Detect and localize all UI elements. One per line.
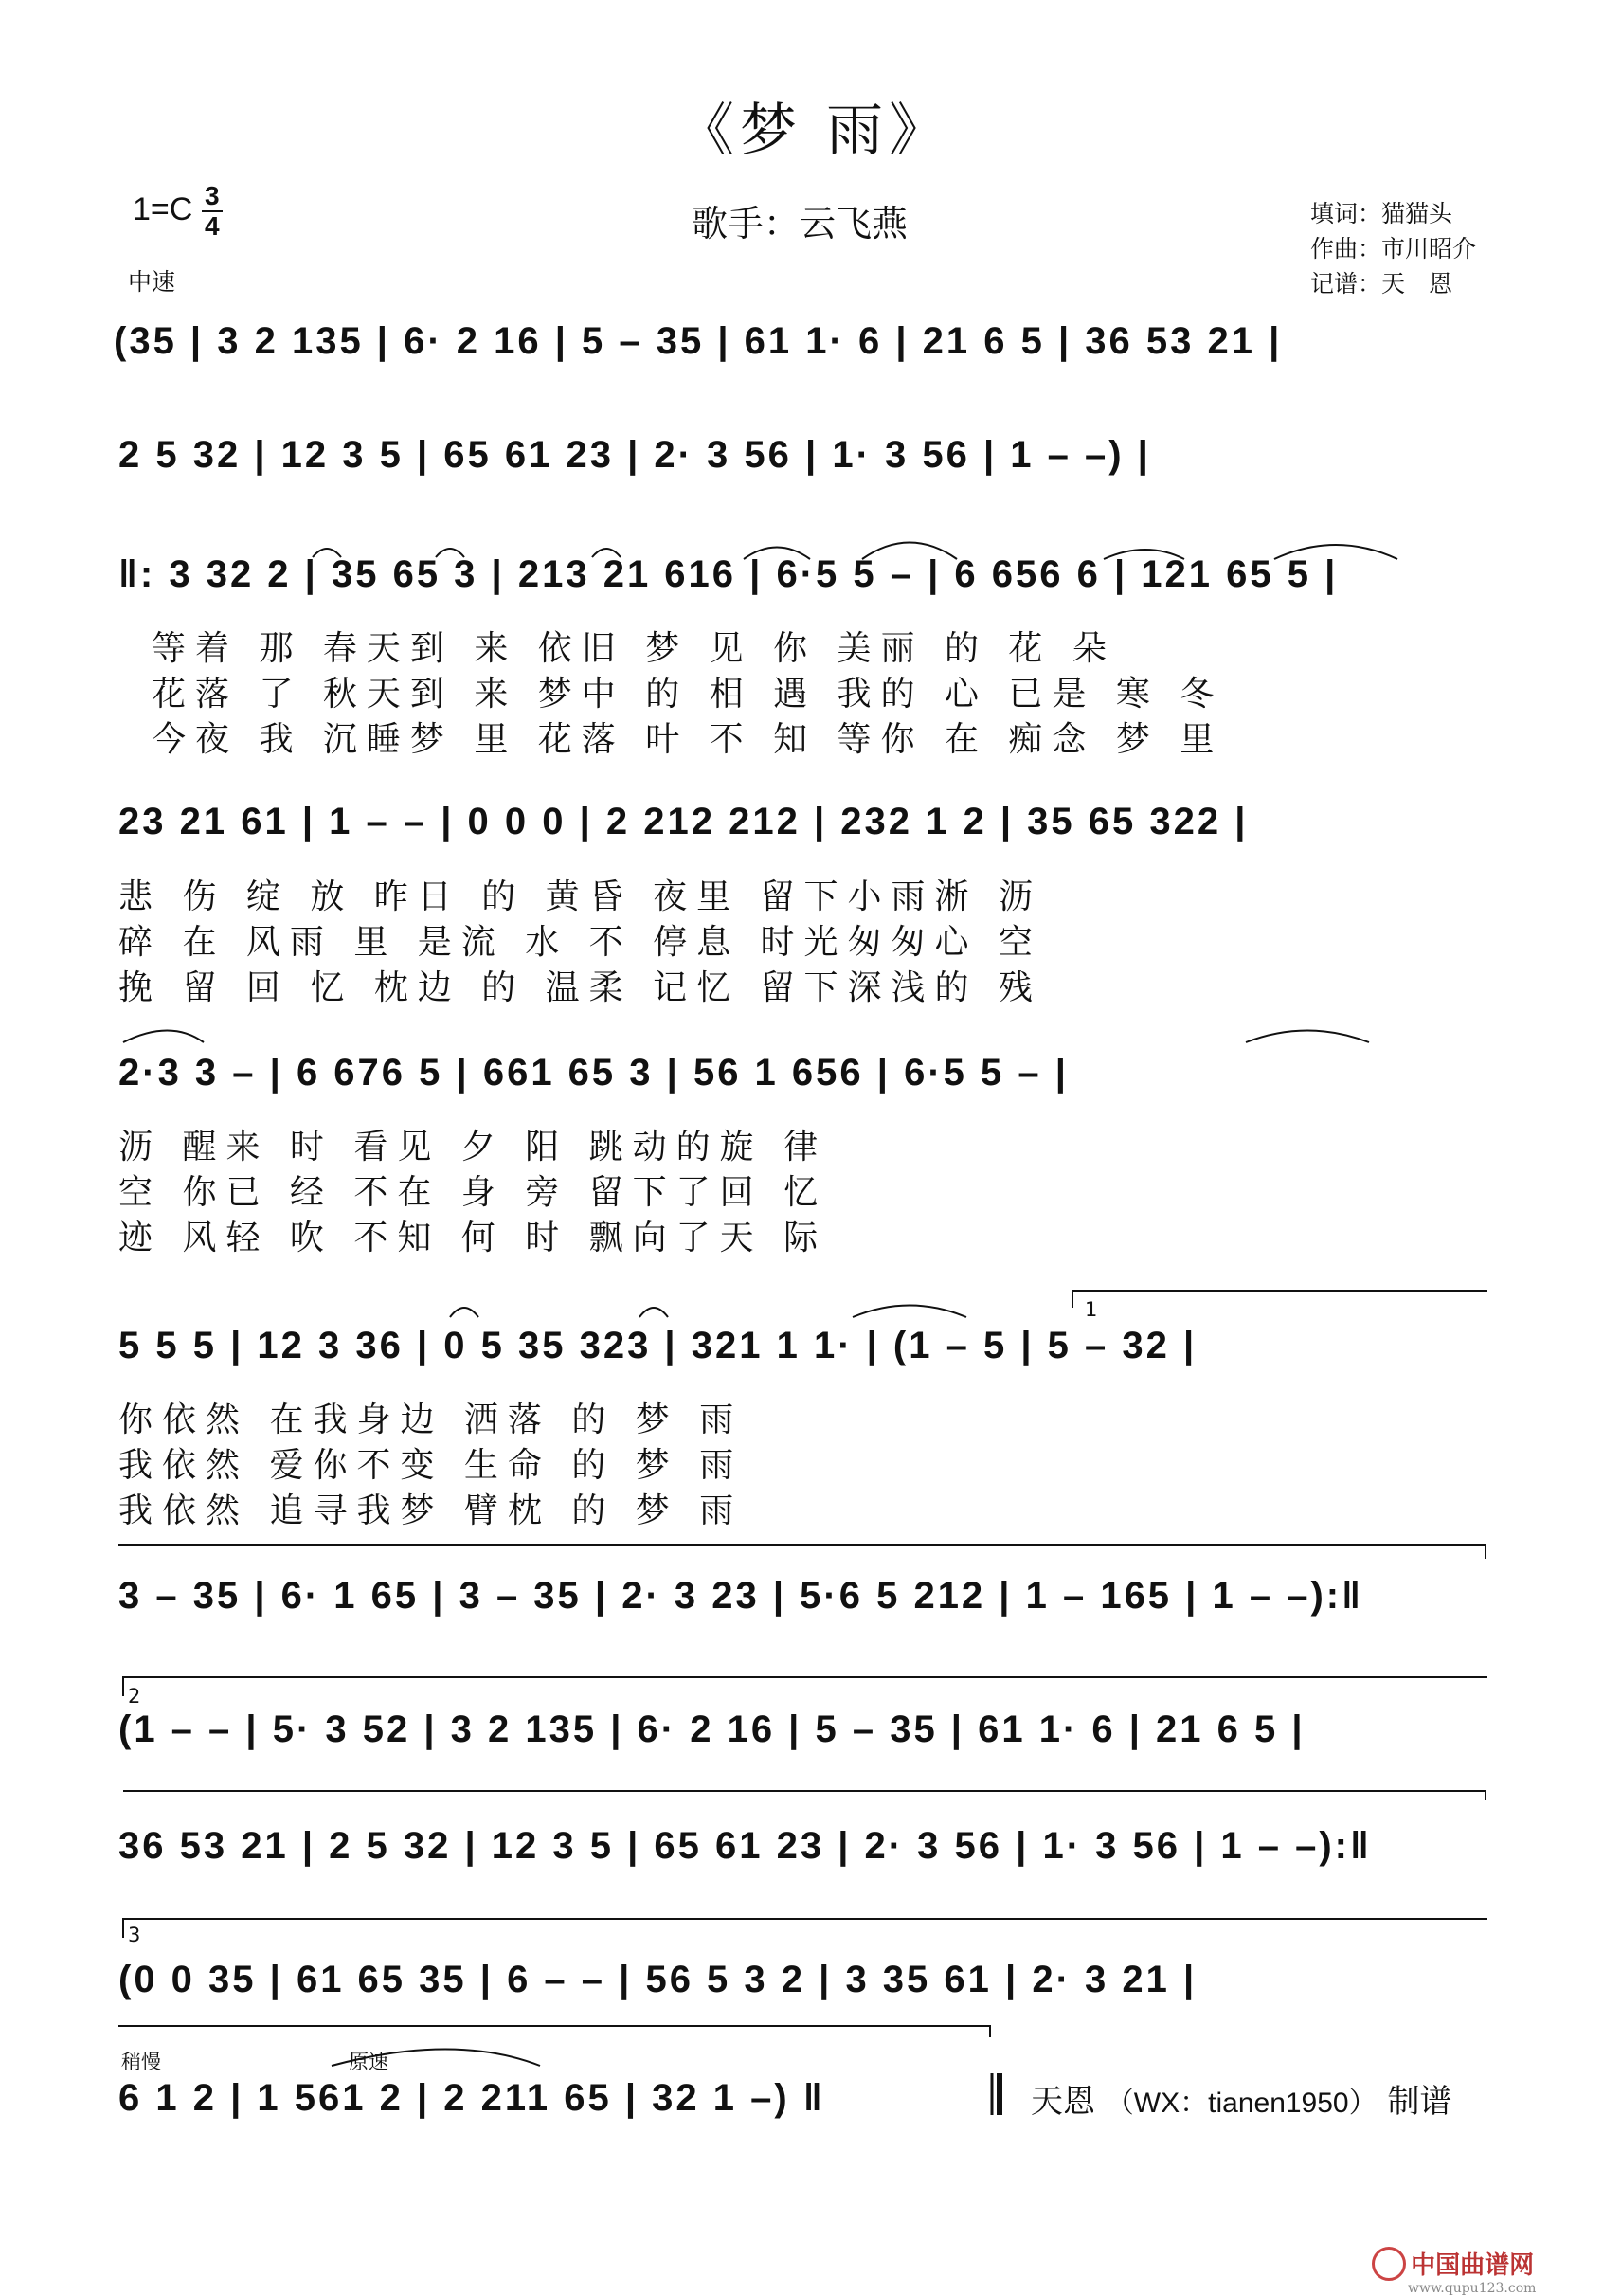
volta-3-bracket <box>123 1919 1487 1938</box>
singer-credit: 歌手：云飞燕 <box>692 203 909 244</box>
slur <box>862 543 957 560</box>
notation-row: (0 0 35 | 61 65 35 | 6 – – | 56 5 3 2 | 3 35 61 | 2· 3 21 | <box>118 1959 1198 2000</box>
volta-2-bracket <box>123 1677 1487 1696</box>
lyric-line: 我依然 爱你不变 生命 的 梦 雨 <box>118 1446 744 1485</box>
credit-wx: （WX：tianen1950） <box>1105 2088 1378 2119</box>
meter-bottom: 4 <box>204 211 220 241</box>
transcriber-credit: 记谱：天 恩 <box>1310 270 1453 298</box>
slur <box>313 549 341 557</box>
lyric-line: 空 你已 经 不在 身 旁 留下了回 忆 <box>118 1173 828 1212</box>
tempo-resume-mark: 原速 <box>349 2051 388 2073</box>
notation-row: 6 1 2 | 1 561 2 | 2 211 65 | 32 1 –) ‖ <box>118 2077 825 2119</box>
slur <box>123 1031 204 1043</box>
lyric-line: 挽 留 回 忆 枕边 的 温柔 记忆 留下深浅的 残 <box>118 968 1042 1007</box>
notation-row: 3 – 35 | 6· 1 65 | 3 – 35 | 2· 3 23 | 5·6 5 212 | 1 – 165 | 1 – –):‖ <box>118 1575 1363 1617</box>
tempo-slow-mark: 稍慢 <box>121 2051 161 2073</box>
notation-row: (1 – – | 5· 3 52 | 3 2 135 | 6· 2 16 | 5 – 35 | 61 1· 6 | 21 6 5 | <box>118 1708 1306 1750</box>
lyric-line: 你依然 在我身边 洒落 的 梦 雨 <box>118 1401 744 1439</box>
volta-3-ending <box>118 2026 990 2037</box>
meter-top: 3 <box>204 181 220 210</box>
lyric-line: 花落 了 秋天到 来 梦中 的 相 遇 我的 心 已是 寒 冬 <box>152 675 1224 714</box>
slur <box>436 549 464 557</box>
composer-credit: 作曲：市川昭介 <box>1310 235 1477 262</box>
tempo-marking: 中速 <box>128 268 176 296</box>
lyric-line: 碎 在 风雨 里 是流 水 不 停息 时光匆匆心 空 <box>118 923 1042 962</box>
score-title: 《梦 雨》 <box>677 98 952 164</box>
volta-1-bracket <box>1072 1291 1487 1308</box>
slur <box>639 1308 668 1317</box>
lyric-line: 沥 醒来 时 看见 夕 阳 跳动的旋 律 <box>118 1128 828 1166</box>
lyric-line: 悲 伤 绽 放 昨日 的 黄昏 夜里 留下小雨淅 沥 <box>118 877 1042 916</box>
slur <box>1246 1031 1369 1043</box>
lyric-line: 等着 那 春天到 来 依旧 梦 见 你 美丽 的 花 朵 <box>152 629 1116 668</box>
key-prefix: 1=C <box>133 190 193 227</box>
volta-number: 1 <box>1085 1298 1098 1321</box>
slur <box>592 549 621 557</box>
notation-row: 36 53 21 | 2 5 32 | 12 3 5 | 65 61 23 | 2· 3 56 | 1· 3 56 | 1 – –):‖ <box>118 1825 1372 1867</box>
notation-row: (35 | 3 2 135 | 6· 2 16 | 5 – 35 | 61 1· 6 | 21 6 5 | 36 53 21 | <box>114 320 1283 362</box>
slur <box>744 548 810 560</box>
slur <box>332 2050 540 2067</box>
volta-1-ending <box>118 1545 1486 1559</box>
notation-row: 2 5 32 | 12 3 5 | 65 61 23 | 2· 3 56 | 1· 3 56 | 1 – –) | <box>118 434 1151 476</box>
credit-name: 天恩 <box>1031 2083 1095 2121</box>
notation-row: 5 5 5 | 12 3 36 | 0 5 35 323 | 321 1 1· | (1 – 5 | 5 – 32 | <box>118 1325 1198 1366</box>
watermark-url: www.qupu123.com <box>1408 2281 1537 2296</box>
lyricist-credit: 填词：猫猫头 <box>1310 200 1453 227</box>
slur <box>1104 550 1184 559</box>
final-barline <box>992 2073 1000 2115</box>
watermark-name: 中国曲谱网 <box>1411 2251 1535 2280</box>
slur <box>853 1306 966 1318</box>
slur <box>1274 545 1397 559</box>
slur <box>450 1308 478 1317</box>
volta-2-ending <box>123 1791 1486 1800</box>
lyric-line: 今夜 我 沉睡梦 里 花落 叶 不 知 等你 在 痴念 梦 里 <box>152 720 1224 759</box>
notation-row: 2·3 3 – | 6 676 5 | 661 65 3 | 56 1 656 | 6·5 5 – | <box>118 1052 1069 1094</box>
notation-row: ‖: 3 32 2 | 35 65 3 | 213 21 616 | 6·5 5 – | 6 656 6 | 121 65 5 | <box>118 553 1339 595</box>
notation-row: 23 21 61 | 1 – – | 0 0 0 | 2 212 212 | 232 1 2 | 35 65 322 | <box>118 801 1249 842</box>
credit-tail: 制谱 <box>1387 2083 1452 2121</box>
lyric-line: 我依然 追寻我梦 臂枕 的 梦 雨 <box>118 1491 744 1530</box>
lyric-line: 迹 风轻 吹 不知 何 时 飘向了天 际 <box>118 1219 828 1257</box>
volta-number: 3 <box>128 1924 141 1946</box>
volta-number: 2 <box>128 1685 141 1708</box>
